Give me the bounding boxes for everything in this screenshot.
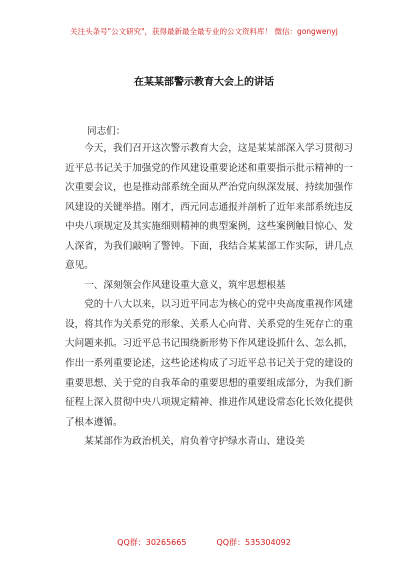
paragraph-continued: 某某部作为政治机关，肩负着守护绿水青山、建设美	[84, 436, 305, 448]
paragraph-intro: 今天，我们召开这次警示教育大会，这是某某部深入学习贯彻习近平总书记关于加强党的作风建设重要论述和重要指示批示精神的一次重要会议，也是推动部系统全面从严治党向纵深发展、持续加强作风建设的关键举措。刚才，西元同志通报并剖析了近年来部系统违反中央八项规定及其实施细则精神的典型案例，这些案例触目惊心、发人深省，为我们敲响了警钟。下面，我结合某某部工作实际，讲几点意见。	[65, 143, 353, 272]
header-note: 关注头条号"公文研究"，获得最新最全最专业的公文资料库！ 微信：gongwenyj	[70, 27, 338, 36]
salutation: 同志们：	[87, 126, 126, 137]
footer-contact	[0, 537, 408, 548]
paragraph-body: 党的十八大以来，以习近平同志为核心的党中央高度重视作风建设，将其作为关系党的形象、关系人心向背、关系党的生死存亡的重大问题来抓。习近平总书记围绕新形势下作风建设抓什么、怎么抓，作出一系列重要论述，这些论述构成了习近平总书记关于党的建设的重要思想、关于党的自我革命的重要思想的重要组成部分，为我们新征程上深入贯彻中央八项规定精神、推进作风建设常态化长效化提供了根本遵循。	[65, 299, 353, 428]
qq-group-1: QQ群：30265665	[117, 538, 187, 547]
document-title: 在某某部警示教育大会上的讲话	[134, 77, 274, 88]
section-heading: 一、深刻领会作风建设重大意义，筑牢思想根基	[84, 279, 286, 291]
document-body	[65, 139, 353, 452]
qq-group-2: QQ群：535304092	[216, 538, 291, 547]
